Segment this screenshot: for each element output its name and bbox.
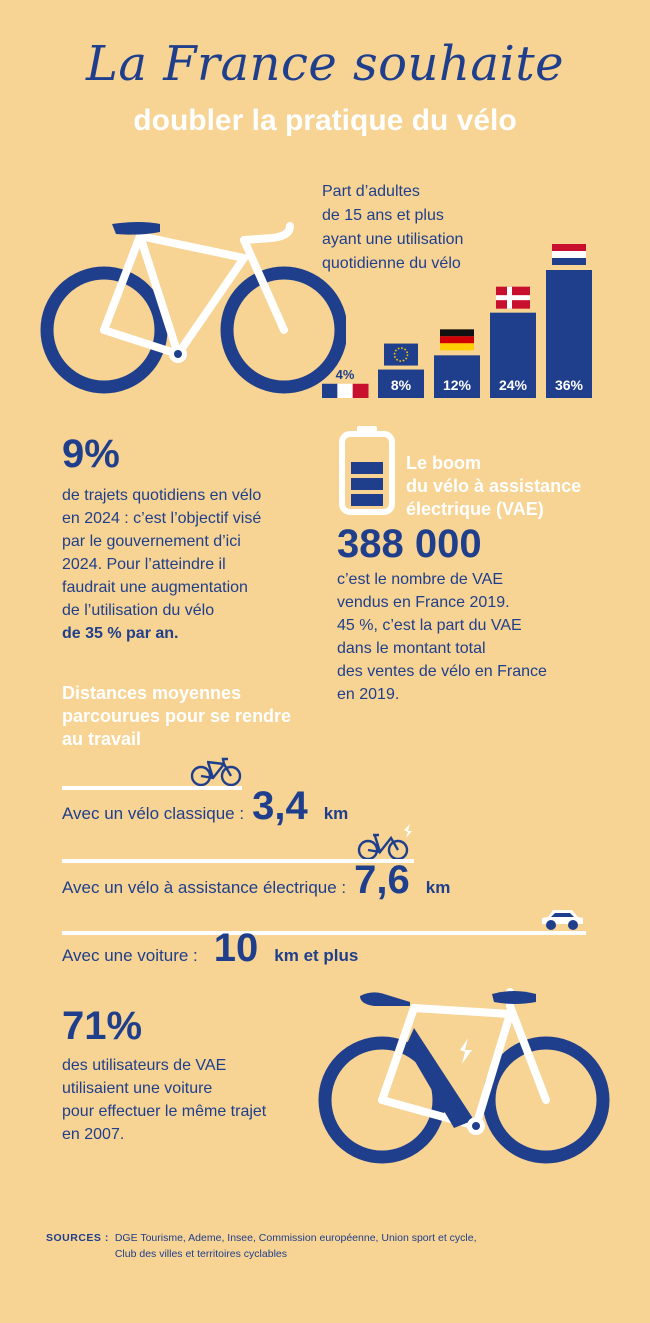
vae-heading: Le boom du vélo à assistance électrique (VAE) (406, 453, 582, 519)
distance-row-bike (62, 784, 348, 829)
distance-value: 3,4 (252, 784, 308, 828)
distances-heading: Distances moyennes parcourues pour se rendre au travail (62, 683, 292, 749)
small-ebike-icon (356, 822, 416, 862)
distance-value: 10 (213, 926, 259, 970)
denmark-flag-icon (496, 287, 530, 309)
ebike-illustration (314, 988, 618, 1172)
distance-value: 7,6 (354, 858, 410, 902)
vae-text: c’est le nombre de VAE vendus en France 2019. 45 %, c’est la part du VAE dans le montant total des ventes de vélo en France en 2019. (337, 571, 547, 703)
distance-label: Avec un vélo à assistance électrique : (62, 878, 347, 897)
page-subtitle: doubler la pratique du vélo (133, 104, 517, 137)
bar-label-germany: 12% (442, 377, 472, 393)
bar-label-netherlands: 36% (554, 377, 584, 393)
bar-label-denmark: 24% (498, 377, 528, 393)
page-title: La France souhaite (85, 36, 565, 92)
objective-text: de trajets quotidiens en vélo en 2024 : c’est l’objectif visé par le gouvernement d’ici 2024. Pour l’atteindre il faudrait une augmentation de l’utilisation du vélo de 35 % par an. (62, 487, 262, 642)
distance-row-ebike (62, 858, 450, 903)
distance-unit: km et plus (274, 946, 359, 965)
car-share-value: 71% (62, 1004, 143, 1048)
vae-value: 388 000 (337, 522, 482, 566)
sources-label: SOURCES : (46, 1232, 109, 1244)
battery-icon (338, 424, 396, 516)
bar-label-france: 4% (335, 366, 355, 382)
distance-label: Avec un vélo classique : (62, 804, 245, 823)
car-icon (538, 906, 586, 932)
netherlands-flag-icon (552, 244, 586, 265)
bar-chart (320, 228, 600, 400)
eu-flag-icon (384, 344, 418, 366)
distance-unit: km (425, 878, 451, 897)
bar-france (322, 384, 369, 398)
germany-flag-icon (440, 329, 474, 350)
sources: SOURCES : DGE Tourisme, Ademe, Insee, Commission européenne, Union sport et cycle, Club des villes et territoires cyclables (46, 1232, 477, 1260)
distance-unit: km (323, 804, 349, 823)
bar-label-eu: 8% (390, 377, 412, 393)
distance-row-car (62, 926, 358, 971)
chart-title: Part d’adultes de 15 ans et plus ayant une utilisation quotidienne du vélo (322, 183, 464, 272)
car-share-text: des utilisateurs de VAE utilisaient une voiture pour effectuer le même trajet en 2007. (62, 1057, 267, 1143)
bicycle-illustration (36, 218, 346, 398)
objective-value: 9% (62, 432, 120, 476)
distance-label: Avec une voiture : (62, 946, 198, 965)
